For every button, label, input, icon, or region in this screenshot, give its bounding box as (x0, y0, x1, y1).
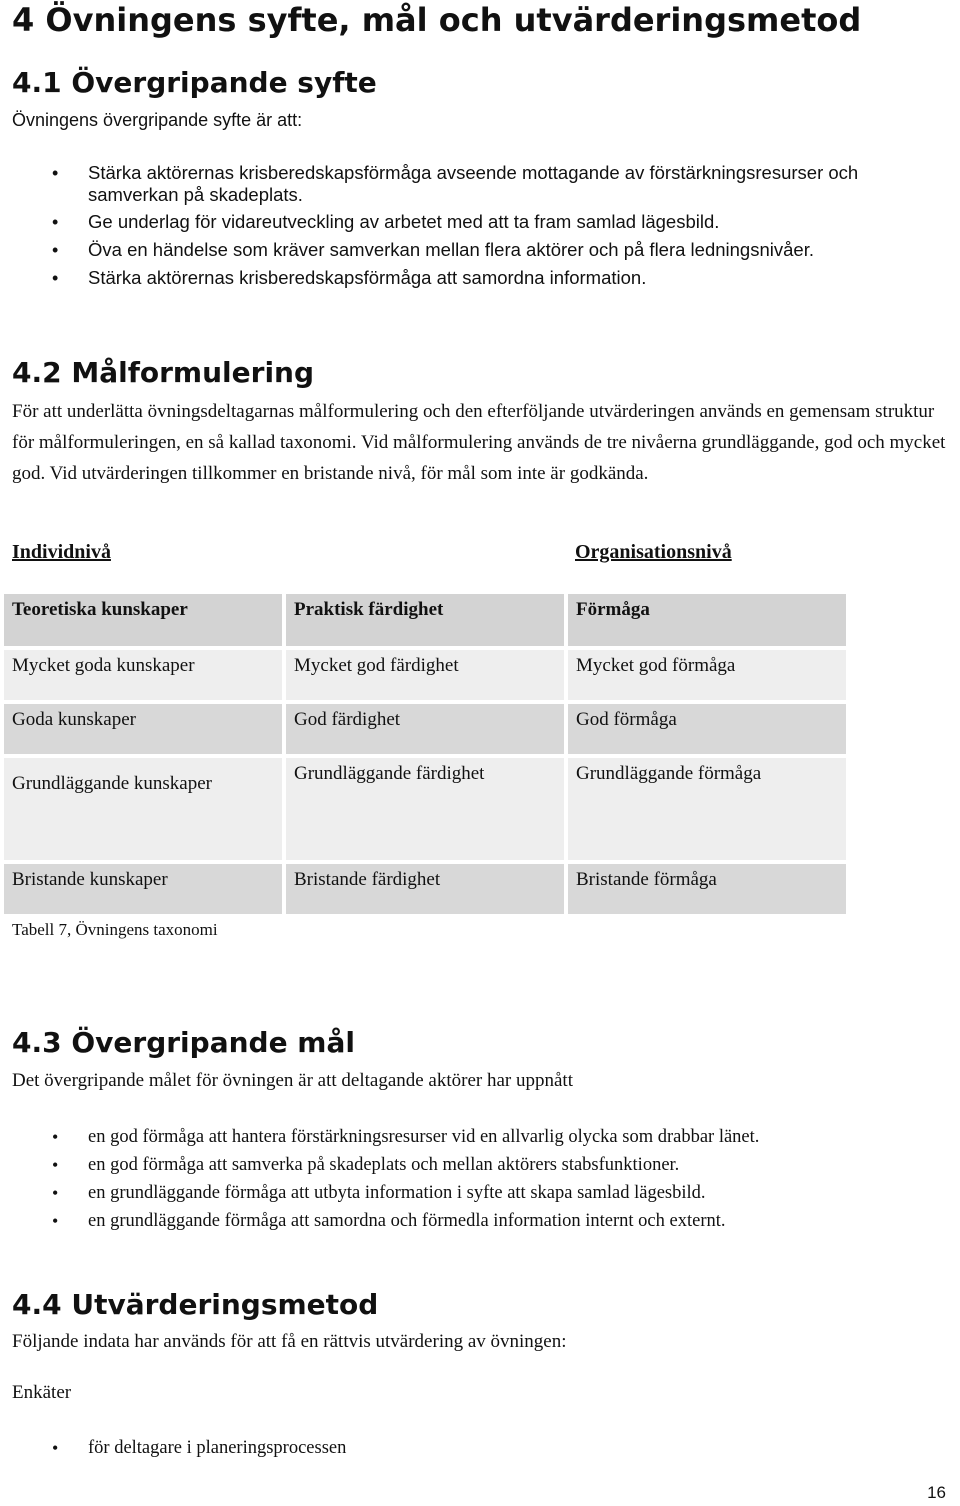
table-row (4, 758, 846, 860)
level-organisation-label: Organisationsnivå (575, 541, 732, 563)
list-item: • Öva en händelse som kräver samverkan mellan flera aktörer och på flera ledningsnivåer. (12, 239, 952, 261)
table-cell: Grundläggande färdighet (286, 758, 564, 860)
list-item: • för deltagare i planeringsprocessen (12, 1435, 952, 1461)
list-item: • en grundläggande förmåga att samordna och förmedla information internt och externt. (12, 1207, 952, 1235)
table-cell: Goda kunskaper (4, 704, 282, 754)
taxonomy-table (0, 590, 850, 918)
list-item: • en god förmåga att hantera förstärkningsresurser vid en allvarlig olycka som drabbar länet. (12, 1123, 952, 1151)
table-header-cell: Praktisk färdighet (286, 594, 564, 646)
table-row (4, 704, 846, 754)
table-cell: Bristande kunskaper (4, 864, 282, 914)
page-number: 16 (927, 1483, 946, 1502)
bullet-list-4-4 (12, 1435, 952, 1461)
level-individual-label: Individnivå (12, 541, 111, 563)
table-cell: Grundläggande kunskaper (4, 758, 282, 860)
intro-4-3: Det övergripande målet för övningen är att deltagande aktörer har uppnått (12, 1070, 573, 1091)
heading-4-2: 4.2 Målformulering (12, 356, 315, 389)
list-item: • en grundläggande förmåga att utbyta information i syfte att skapa samlad lägesbild. (12, 1179, 952, 1207)
table-cell: Mycket god färdighet (286, 650, 564, 700)
heading-4-3: 4.3 Övergripande mål (12, 1026, 355, 1059)
table-caption: Tabell 7, Övningens taxonomi (12, 920, 218, 939)
intro-4-4: Följande indata har används för att få en rättvis utvärdering av övningen: (12, 1331, 567, 1352)
bullet-list-4-1 (12, 162, 952, 289)
table-cell: Mycket goda kunskaper (4, 650, 282, 700)
table-header-cell: Förmåga (568, 594, 846, 646)
table-header-row (4, 594, 846, 646)
bullet-list-4-3 (12, 1123, 952, 1235)
table-cell: God färdighet (286, 704, 564, 754)
heading-4-1: 4.1 Övergripande syfte (12, 66, 377, 99)
list-item: • Stärka aktörernas krisberedskapsförmåga att samordna information. (12, 267, 952, 289)
table-cell: Mycket god förmåga (568, 650, 846, 700)
heading-4-4: 4.4 Utvärderingsmetod (12, 1288, 379, 1321)
paragraph-4-2: För att underlätta övningsdeltagarnas målformulering och den efterföljande utvärderingen används en gemensam struktur för målformuleringen, en så kallad taxonomi. Vid målformulering används de tre nivåerna grundläggande, god och mycket god. Vid utvärderingen tillkommer en bristande nivå, för mål som inte är godkända. (12, 401, 946, 484)
table-row (4, 864, 846, 914)
list-item: • Stärka aktörernas krisberedskapsförmåga avseende mottagande av förstärkningsresurser och samverkan på skadeplats. (12, 162, 952, 206)
list-item: • Ge underlag för vidareutveckling av arbetet med att ta fram samlad lägesbild. (12, 211, 952, 233)
intro-4-1: Övningens övergripande syfte är att: (12, 110, 303, 130)
table-cell: Bristande förmåga (568, 864, 846, 914)
table-cell: God förmåga (568, 704, 846, 754)
table-row (4, 650, 846, 700)
list-item: • en god förmåga att samverka på skadeplats och mellan aktörers stabsfunktioner. (12, 1151, 952, 1179)
table-cell: Grundläggande förmåga (568, 758, 846, 860)
table-cell: Bristande färdighet (286, 864, 564, 914)
table-header-cell: Teoretiska kunskaper (4, 594, 282, 646)
subheading-enkater: Enkäter (12, 1382, 72, 1403)
section-heading: 4 Övningens syfte, mål och utvärderingsmetod (12, 1, 862, 39)
